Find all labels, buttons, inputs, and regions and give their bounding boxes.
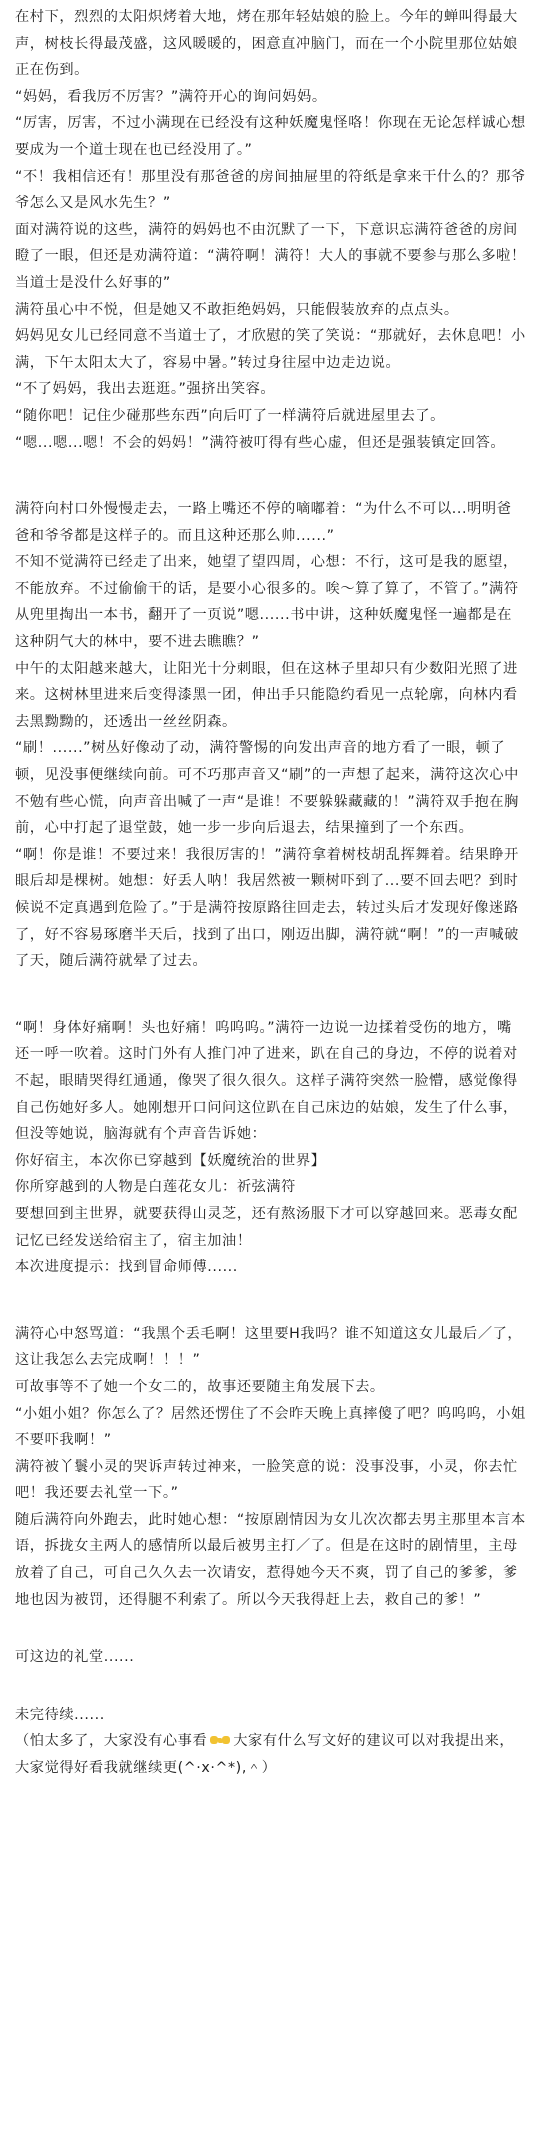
paragraph: “嗯...嗯...嗯！不会的妈妈！”满符被叮得有些心虚，但还是强装镇定回答。 bbox=[15, 434, 506, 451]
author-note bbox=[15, 1728, 526, 1781]
paragraph: 满符被丫鬟小灵的哭诉声转过神来，一脸笑意的说：没事没事，小灵，你去忙吧！我还要去礼堂一下。” bbox=[15, 1458, 518, 1502]
paragraph: “刷！......”树丛好像动了动，满符警惕的向发出声音的地方看了一眼，顿了顿，见没事便继续向前。可不巧那声音又“刷”的一声想了起来，满符这次心中不勉有些心慌，向声音出喊了一声“是谁！不要躲躲藏藏的！”满符双手抱在胸前，心中打起了退堂鼓，她一步一步向后退去，结果撞到了一个东西。 bbox=[15, 740, 519, 837]
paragraph: 妈妈见女儿已经同意不当道士了，才欣慰的笑了笑说：“那就好，去休息吧！小满，下午太阳太大了，容易中暑。”转过身往屋中边走边说。 bbox=[15, 328, 526, 371]
section-divider bbox=[15, 1281, 526, 1321]
paragraph: “随你吧！记住少碰那些东西”向后叮了一样满符后就进屋里去了。 bbox=[15, 407, 445, 424]
paragraph: “厉害，厉害，不过小满现在已经没有这种妖魔鬼怪咯！你现在无论怎样诚心想要成为一个道士现在也已经没用了。” bbox=[15, 115, 526, 158]
section-ending bbox=[15, 1702, 526, 1782]
section-divider bbox=[15, 1671, 526, 1702]
section-forest bbox=[15, 496, 526, 975]
section-transmigration bbox=[15, 1015, 526, 1281]
paragraph: “不了妈妈，我出去逛逛。”强挤出笑容。 bbox=[15, 381, 276, 398]
paragraph: “妈妈，看我厉不厉害？”满符开心的询问妈妈。 bbox=[15, 88, 327, 105]
afterword: 可这边的礼堂...... bbox=[15, 1649, 135, 1666]
paragraph: 不知不觉满符已经走了出来，她望了望四周，心想：不行，这可是我的愿望，不能放弃。不过偷偷干的话，是要小心很多的。唉～算了算了，不管了。”满符从兜里掏出一本书，翻开了一页说”嗯......书中讲，这种妖魔鬼怪一遍都是在这种阴气大的林中，要不进去瞧瞧？” bbox=[15, 554, 519, 651]
section-village-morning bbox=[15, 4, 526, 456]
paragraph: “小姐小姐？你怎么了？居然还愣住了不会昨天晚上真摔傻了吧？呜呜呜，小姐不要吓我啊！” bbox=[15, 1405, 526, 1449]
paragraph: 满符心中怒骂道：“我黑个丢毛啊！这里要H我吗？谁不知道这女儿最后／了，这让我怎么去完成啊！！！” bbox=[15, 1325, 523, 1369]
paragraph: 可故事等不了她一个女二的，故事还要随主角发展下去。 bbox=[15, 1378, 385, 1395]
paragraph: 满符虽心中不悦，但是她又不敢拒绝妈妈，只能假装放弃的点点头。 bbox=[15, 301, 459, 318]
system-message: 你好宿主，本次你已穿越到【妖魔统治的世界】 bbox=[15, 1152, 326, 1169]
paragraph: 中午的太阳越来越大，让阳光十分刺眼，但在这林子里却只有少数阳光照了进来。这树林里进来后变得漆黑一团，伸出手只能隐约看见一点轮廓，向林内看去黑黝黝的，还透出一丝丝阴森。 bbox=[15, 660, 518, 730]
system-message: 你所穿越到的人物是白莲花女儿：祈弦满符 bbox=[15, 1179, 296, 1196]
system-message: 要想回到主世界，就要获得山灵芝，还有熬汤服下才可以穿越回来。恶毒女配记忆已经发送给宿主了，宿主加油！ bbox=[15, 1205, 518, 1249]
paragraph: 满符向村口外慢慢走去，一路上嘴还不停的嘀嘟着：“为什么不可以...明明爸爸和爷爷都是这样子的。而且这种还那么帅......” bbox=[15, 501, 512, 544]
paragraph: “啊！你是谁！不要过来！我很厉害的！”满符拿着树枝胡乱挥舞着。结果睁开眼后却是棵树。她想：好丢人呐！我居然被一颗树吓到了...要不回去吧？到时候说不定真遇到危险了。”于是满符按原路往回走去，转过头后才发现好像迷路了，好不容易琢磨半天后，找到了出口，刚迈出脚，满符就“啊！”的一声喊破了天，随后满符就晕了过去。 bbox=[15, 846, 519, 970]
author-note-start: （怕太多了，大家没有心事看 bbox=[15, 1733, 208, 1750]
section-divider bbox=[15, 1613, 526, 1644]
to-be-continued: 未完待续...... bbox=[15, 1706, 105, 1723]
paragraph: “啊！身体好痛啊！头也好痛！呜呜呜。”满符一边说一边揉着受伤的地方，嘴还一呼一吹着。这时门外有人推门冲了进来，趴在自己的身边，不停的说着对不起，眼睛哭得红通通，像哭了很久很久。这样子满符突然一脸懵，感觉像得自己伤她好多人。她刚想开口问问这位趴在自己床边的姑娘，发生了什么事，但没等她说，脑海就有个声音告诉她： bbox=[15, 1019, 518, 1143]
section-divider bbox=[15, 975, 526, 1015]
author-note-end: 大家有什么写文好的建议可以对我提出来，大家觉得好看我就继续更(^·x·^*),＾） bbox=[15, 1733, 515, 1777]
section-divider bbox=[15, 456, 526, 496]
progress-hint: 本次进度提示：找到冒命师傅...... bbox=[15, 1259, 238, 1276]
paragraph: 面对满符说的这些，满符的妈妈也不由沉默了一下，下意识忘满符爸爸的房间瞪了一眼，但还是劝满符道：“满符啊！满符！大人的事就不要参与那么多啦！当道士是没什么好事的” bbox=[15, 221, 526, 291]
paragraph: “不！我相信还有！那里没有那爸爸的房间抽屉里的符纸是拿来干什么的？那爷爷怎么又是风水先生？” bbox=[15, 168, 526, 212]
paragraph: 随后满符向外跑去，此时她心想：“按原剧情因为女儿次次都去男主那里本言本语，拆拢女主两人的感情所以最后被男主打／了。但是在这时的剧情里，主母放着了自己，可自己久久去一次请安，惹得她今天不爽，罚了自己的爹爹，爹地也因为被罚，还得腿不利索了。所以今天我得赶上去，救自己的爹！” bbox=[15, 1511, 526, 1608]
pointing-hands-emoji bbox=[209, 1731, 231, 1747]
section-new-world bbox=[15, 1321, 526, 1614]
paragraph: 在村下，烈烈的太阳炽烤着大地，烤在那年轻姑娘的脸上。今年的蝉叫得最大声，树枝长得最茂盛，这风暖暖的，困意直冲脑门，而在一个小院里那位姑娘正在伤到。 bbox=[15, 9, 518, 79]
